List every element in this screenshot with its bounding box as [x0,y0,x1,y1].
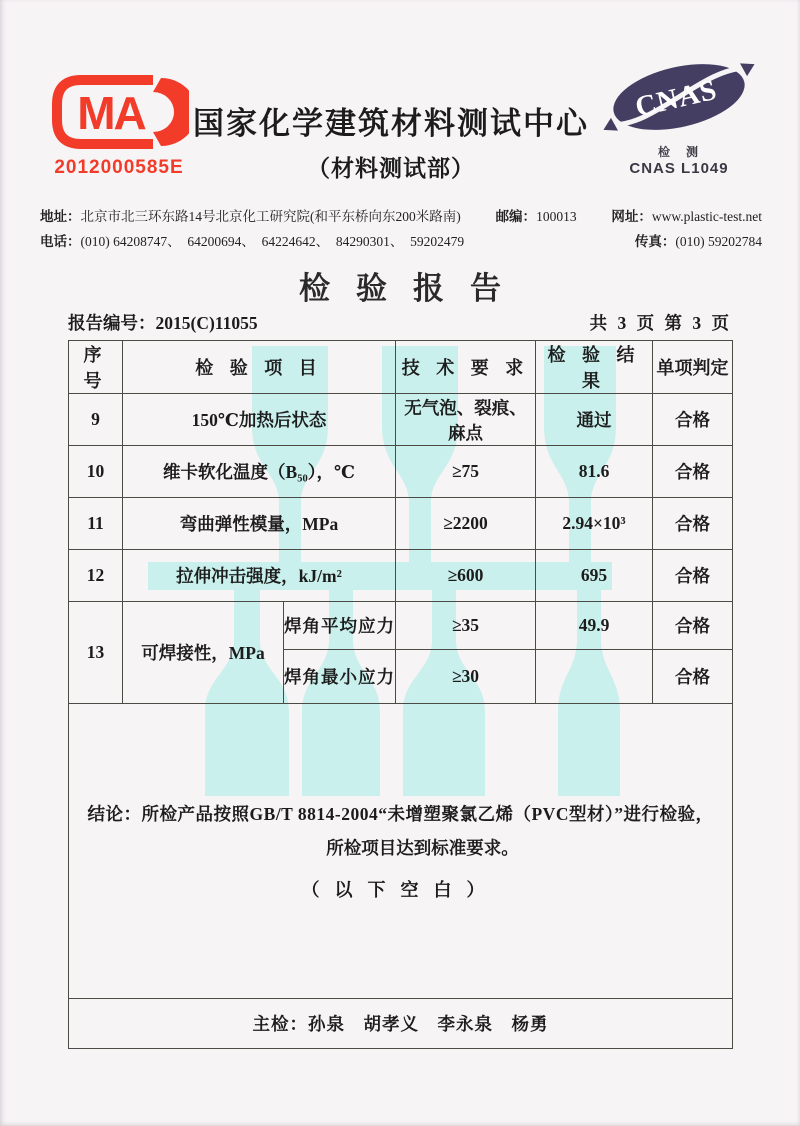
cnas-zh-label: 检 测 [657,145,700,159]
cell-no: 9 [69,394,123,446]
cma-logo-icon [49,74,189,150]
organization-subtitle: （材料测试部） [307,156,475,181]
address-label: 地址： [40,209,81,224]
phone-line [40,229,762,254]
conclusion-cell [69,704,733,999]
postcode-value: 100013 [536,209,577,224]
cnas-logo-block [598,54,760,177]
cell-result: 49.9 [536,602,653,650]
conclusion-line-2: 所检项目达到标准要求。 [326,837,519,858]
cell-result: 2.94×10³ [536,498,653,550]
inspector-cell: 主检：孙泉 胡孝义 李永泉 杨勇 [69,999,733,1049]
report-number-label: 报告编号： [68,313,156,333]
cell-item: 弯曲弹性模量，MPa [123,498,396,550]
cell-req: ≥75 [396,446,536,498]
table-row [69,602,733,650]
organization-title: 国家化学建筑材料测试中心 [193,106,589,141]
cma-logo-block [44,74,194,179]
report-number-value: 2015(C)11055 [155,313,258,333]
phone-label: 电话： [40,234,81,249]
cell-result: 81.6 [536,446,653,498]
cell-no: 12 [69,550,123,602]
cell-result [536,650,653,704]
table-row [69,550,733,602]
test-results-table [68,340,733,1049]
cnas-certificate-number: CNAS L1049 [629,160,729,177]
cell-verdict: 合格 [653,394,733,446]
cell-subitem: 焊角平均应力 [284,602,396,650]
inspector-row [69,999,733,1049]
cell-verdict: 合格 [653,498,733,550]
cell-req: ≥2200 [396,498,536,550]
cell-verdict: 合格 [653,602,733,650]
conclusion-row [69,704,733,999]
cell-no: 13 [69,602,123,704]
cell-item: 可焊接性，MPa [123,602,284,704]
cell-verdict: 合格 [653,550,733,602]
report-number [68,310,258,335]
cell-req: ≥35 [396,602,536,650]
cell-result: 通过 [536,394,653,446]
pagination: 共 3 页 第 3 页 [589,313,732,333]
fax-label: 传真： [634,234,676,249]
fax-value: (010) 59202784 [675,234,762,249]
cell-item: 150℃加热后状态 [123,394,396,446]
phone-values: (010) 64208747、 64200694、 64224642、 84290301、 59202479 [80,234,465,249]
svg-text:CNAS: CNAS [632,73,721,124]
col-header-verdict: 单项判定 [653,341,733,394]
col-header-result: 检 验 结 果 [536,341,653,394]
cell-item: 拉伸冲击强度，kJ/m² [123,550,396,602]
report-title: 检验报告 [299,271,527,306]
table-row [69,498,733,550]
col-header-no: 序 号 [69,341,123,394]
website [611,204,762,229]
cell-req: 无气泡、裂痕、麻点 [396,394,536,446]
phones [40,229,464,254]
cell-verdict: 合格 [653,446,733,498]
cell-result: 695 [536,550,653,602]
report-meta-row [68,310,732,335]
contact-block [40,204,762,254]
svg-text:MA: MA [77,87,145,139]
postcode-label: 邮编： [495,209,537,224]
address-value: 北京市北三环东路14号北京化工研究院(和平东桥向东200米路南) [80,209,461,224]
cell-no: 10 [69,446,123,498]
cell-item: 维卡软化温度（B₅₀），℃ [123,446,396,498]
cell-subitem: 焊角最小应力 [284,650,396,704]
table-row [69,446,733,498]
cell-req: ≥600 [396,550,536,602]
cell-req: ≥30 [396,650,536,704]
cell-no: 11 [69,498,123,550]
fax [635,229,762,254]
conclusion-line-1: 结论：所检产品按照GB/T 8814-2004“未增塑聚氯乙烯（PVC型材）”进行检验， [87,803,714,824]
table-row [69,394,733,446]
table-header-row [69,341,733,394]
cnas-logo-icon [598,54,760,140]
cell-verdict: 合格 [653,650,733,704]
postcode [496,204,577,229]
blank-below-note: （以下空白） [301,879,500,900]
col-header-item: 检 验 项 目 [123,341,396,394]
col-header-req: 技 术 要 求 [396,341,536,394]
website-value: www.plastic-test.net [651,209,762,224]
cma-certificate-number: 2012000585E [54,157,184,178]
address [40,204,461,229]
address-line [40,204,762,229]
website-label: 网址： [611,209,652,224]
